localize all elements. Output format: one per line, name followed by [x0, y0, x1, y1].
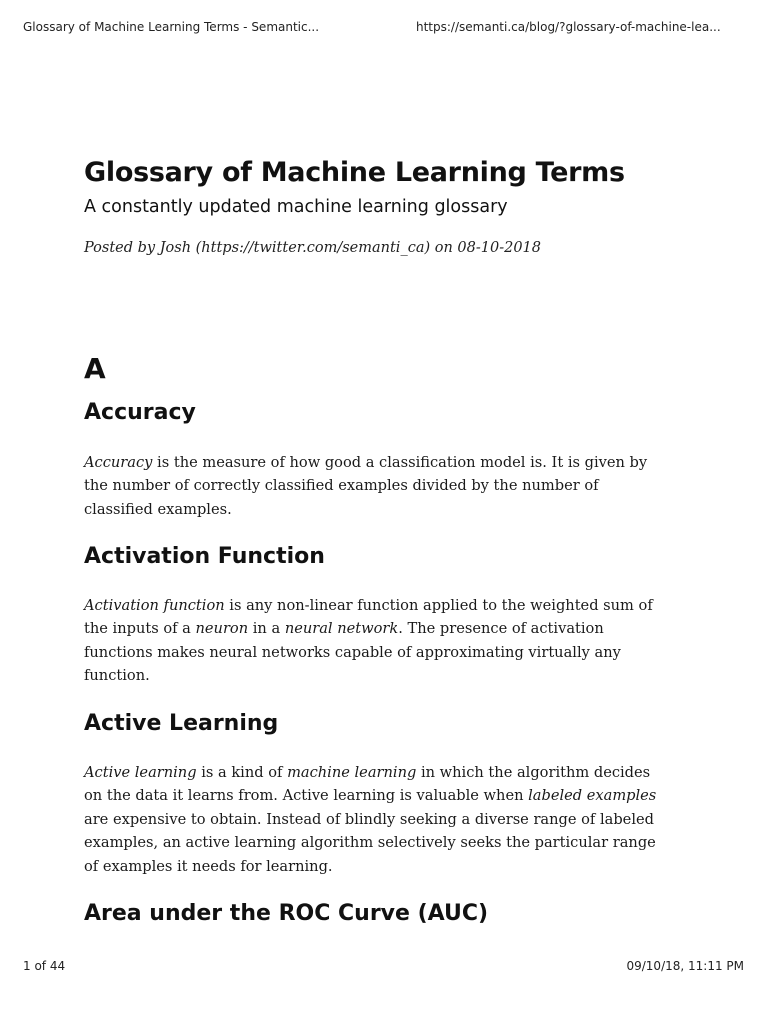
print-datetime: 09/10/18, 11:11 PM	[626, 959, 744, 973]
term-emphasis: labeled examples	[528, 787, 657, 805]
definition-line: are expensive to obtain. Instead of blindly seeking a diverse range of labeled	[84, 810, 654, 828]
definition-line: classified examples.	[84, 500, 232, 518]
definition-text: on the data it learns from. Active learning is valuable when	[84, 787, 529, 805]
definition-line	[84, 784, 689, 807]
definition-text: is the measure of how good a classification model is. It is given by	[152, 454, 648, 471]
print-page-title: Glossary of Machine Learning Terms - Semantic...	[23, 20, 320, 34]
term-emphasis: Accuracy	[84, 454, 153, 471]
term-emphasis: machine learning	[287, 764, 417, 781]
article-title: Glossary of Machine Learning Terms	[84, 157, 625, 188]
page-number: 1 of 44	[23, 959, 66, 973]
definition-line	[84, 451, 689, 474]
term-emphasis: Activation function	[84, 597, 225, 614]
term-emphasis: neuron	[195, 620, 249, 638]
term-emphasis: Active learning	[84, 764, 197, 781]
definition-line: function.	[84, 667, 150, 685]
definition-text: is a kind of	[196, 764, 288, 781]
article-byline: Posted by Josh (https://twitter.com/semanti_ca) on 08-10-2018	[84, 240, 542, 256]
term-emphasis: neural network	[284, 620, 399, 638]
definition-line	[84, 617, 689, 640]
term-heading-activation-function: Activation Function	[84, 544, 325, 569]
term-heading-active-learning: Active Learning	[84, 711, 279, 736]
definition-text: . The presence of activation	[398, 620, 604, 638]
term-definition-active-learning	[84, 761, 689, 878]
term-definition-activation-function	[84, 594, 689, 688]
print-url: https://semanti.ca/blog/?glossary-of-machine-lea...	[416, 20, 721, 34]
definition-line	[84, 594, 689, 617]
definition-text: in which the algorithm decides	[416, 764, 651, 781]
definition-text: the inputs of a	[84, 620, 196, 638]
definition-text: in a	[248, 620, 285, 638]
definition-line: the number of correctly classified examples divided by the number of	[84, 477, 599, 495]
term-heading-auc: Area under the ROC Curve (AUC)	[84, 901, 489, 926]
definition-text: is any non-linear function applied to the weighted sum of	[224, 597, 653, 614]
definition-line: of examples it needs for learning.	[84, 857, 333, 875]
term-heading-accuracy: Accuracy	[84, 400, 196, 425]
section-letter: A	[84, 352, 106, 385]
term-definition-accuracy	[84, 451, 689, 521]
definition-line	[84, 761, 689, 784]
definition-line: examples, an active learning algorithm selectively seeks the particular range	[84, 834, 656, 852]
definition-line: functions makes neural networks capable of approximating virtually any	[84, 643, 621, 661]
article-subtitle: A constantly updated machine learning glossary	[84, 197, 508, 217]
